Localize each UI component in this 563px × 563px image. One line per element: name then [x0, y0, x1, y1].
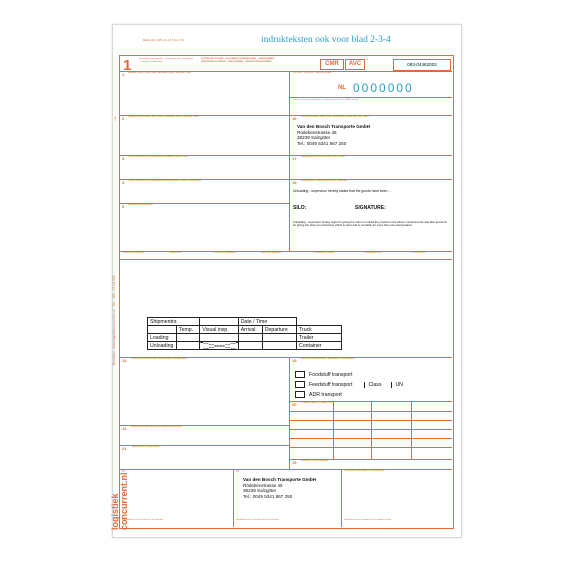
- field-15-label: Rembours / Rückerstattung: [301, 460, 328, 462]
- col-6: 6 Merken en nummers: [122, 252, 144, 254]
- field-21-label: Opgemaakt te / Ausgefertigt in: [131, 446, 161, 448]
- col-12: 12 Volume m3: [411, 252, 425, 254]
- field-16-label: Vervoerder (naam, adres, land) / Frachtführer (Name, Anschrift, Land): [301, 116, 369, 118]
- feedstuff-row[interactable]: [295, 380, 403, 390]
- sender-copy-label: Exemplaar voor afzender · Exemplaire pour l'expéditeur · Exemplar für Absender: [139, 58, 194, 63]
- departure-label: Departure: [262, 326, 296, 334]
- adr-label: ADR transport: [309, 392, 342, 398]
- foodstuff-row[interactable]: [295, 370, 403, 380]
- brand-logo: [111, 472, 129, 530]
- silo-label: SILO:: [293, 205, 307, 211]
- field-3-label: Plaats bestemd voor de aflevering der goederen (plaats, land): [128, 156, 188, 158]
- col-11: 11 Brutogewicht kg: [363, 252, 382, 254]
- form-number-box: 083-04462002: [393, 59, 451, 71]
- carrier-address-16: [297, 124, 370, 146]
- brand-line-2: concurrent.nl: [119, 472, 129, 530]
- carrier-tel-23: Tel.: 0049 5341 867 250: [243, 493, 293, 499]
- col-8: 8 Wijze van verpakking: [213, 252, 236, 254]
- field-14-label: Bepalingen inzake frankering / Frankaturvorschriften: [131, 426, 182, 428]
- carrier-city-23: 38239 Salzgitter: [243, 488, 277, 494]
- unloading-label: Unloading: [148, 342, 177, 350]
- side-code: 2495: [115, 116, 117, 121]
- unloading-note: Unloading - supervisor hereby signs for giving the order to unload the product in the above mentioned silo and also accounts for giving the driver an instruction which is clear and is not liable for more than one interpretation.: [293, 220, 447, 228]
- print-note-title: indrukteksten ook voor blad 2-3-4: [261, 35, 391, 45]
- shipment-table: [147, 317, 342, 350]
- field-5-label: Bijgevoegde documenten: [128, 204, 153, 206]
- temp-label: Temp.: [177, 326, 200, 334]
- field-22-label: 22: [122, 470, 125, 473]
- arrival-label: Arrival: [238, 326, 262, 334]
- carrier-name: Van den Bosch Transporte GmbH: [297, 124, 371, 129]
- field-20-label: Te betalen door / Zu zahlen vom: [301, 402, 333, 404]
- trailer-label: Trailer: [297, 334, 342, 342]
- shipmentnr-label: Shipmentnr.: [148, 318, 200, 326]
- form-frame: [119, 55, 454, 529]
- container-label: Container: [297, 342, 342, 350]
- brand-line-1: logistiek: [110, 493, 120, 530]
- form-number-label: Nr.: [366, 59, 369, 61]
- carrier-name-23: Van den Bosch Transporte GmbH: [243, 477, 317, 482]
- loading-label: Loading: [148, 334, 177, 342]
- carrier-city: 38239 Salzgitter: [297, 135, 331, 141]
- field-19-label: Speciale overeenkomsten / Besondere Vereinbarungen: [301, 358, 355, 360]
- signature-note-carrier: Handtekening en stempel van de vervoerder: [236, 519, 280, 521]
- copy-number: 1: [123, 57, 132, 74]
- un-label: UN: [391, 382, 403, 388]
- carrier-address-23: [243, 477, 316, 499]
- nl-number: 0000000: [353, 81, 414, 95]
- field-17-label: Opvolgende vervoerders (naam, adres, land): [301, 156, 345, 158]
- datetime-label: Date / Time: [238, 318, 296, 326]
- signature-note-consignee: Handtekening en stempel van de geadresseerde: [344, 519, 392, 521]
- size-note: Maße 210 x 305 mm ± 0,5 mm / Tol: [143, 39, 184, 42]
- unloading-line: Unloading - supervisor hereby states that the goods have been ...: [293, 189, 392, 193]
- field-right-top-label: Zie verso · Voir verso · Siehe Rückseite: [293, 72, 332, 74]
- foodstuff-checkbox[interactable]: [295, 371, 305, 378]
- col-7: 7 Aantal colli: [169, 252, 182, 254]
- adr-checkbox[interactable]: [295, 391, 305, 398]
- field-4-label: Plaats en datum van inontvangstneming der goederen (plaats, land, datum): [128, 180, 202, 182]
- avc-badge: AVC: [345, 59, 365, 70]
- visual-label: Visual insp.: [200, 326, 238, 334]
- transport-types: [295, 370, 403, 400]
- foodstuff-label: Foodstuff transport: [309, 372, 353, 378]
- nl-prefix: NL: [338, 85, 346, 91]
- cmr-sheet: Maße 210 x 305 mm ± 0,5 mm / Tol indrukteksten ook voor blad 2-3-4 1 Exemplaar voor afzender · Exemplaire pour l'expéditeur · Exemplar für Absender LETTRE DE VOITURE - DOCUMENT INTERNATIONAL · VRACHTBRIEF - VERVOERSDOCUMENT · FRACHTBRIEF - TRANSPORTDOKUMENT CMR AVC 083-04462002 Nr. 1 Afzender (naam, adres, land) / Absender (Name, Anschrift, Land) Zie verso · Voir verso · Siehe Rückseite NL 0000000 Deze vervoersovereenkomst is onderworpen aan het CMR-verdrag 2 Geadresseerde (naam, adres, land) / Empfänger (Name, Anschrift, Land) 16 Vervoerder (naam, adres, land) / Frachtführer (Name, Anschrift, Land) Van den Bosch Transporte GmbH Rödekenstrasse 45 38239 Salzgitter Tel.: 0049 5341 867 250 3 Plaats bestemd voor de aflevering der goederen (plaats, land) 17 Opvolgende vervoerders (naam, adres, land) 4 Plaats en datum van inontvangstneming der goederen (plaats, land, datum) 18 Voorbehoud en opmerkingen van de vervoerder Unloading - supervisor hereby states that the goods have been ... SILO: SIGNATURE: Unloading - supervisor hereby signs for giving the order to unload the product in the above mentioned silo and also accounts for giving the driver an instruction which is clear and is not liable for more than one interpretation. 5 Bijgevoegde documenten 6 Merken en nummers 7 Aantal colli 8 Wijze van verpakking 9 Aard der goederen 10 Statistisch nummer 11 Brutogewicht kg 12 Volume m3 Shipmentnr. Date / Time Temp. Visual insp. Arrival Departure Truck Loading Trailer Unloading Container 13 Instructies van de afzender / Anweisungen des Absenders 19 Speciale overeenkomsten / Besondere Vereinbarungen Foodstuff transport Feedstuff transport Class UN ADR transport 20 Te betalen door / Zu zahlen vom 14 Bepalingen inzake frankering / Frankaturvorschriften 21 Opgemaakt te / Ausgefertigt in 15 Rembours / Rückerstattung 22 23 24 Goederen ontvangen / Gut empfangen Van den Bosch Transporte GmbH Rödekenstrasse 45 38239 Salzgitter Tel.: 0049 5341 867 250 Handtekening en stempel van de afzender Handtekening en stempel van de vervoerder Handtekening en stempel van de geadresseerde logistiek concurrent.nl Bestellen: www.logistiekconcurrent.nl · Tel.: 085 - 27 24 999 2495: [112, 24, 462, 538]
- field-2-label: Geadresseerde (naam, adres, land) / Empfänger (Name, Anschrift, Land): [128, 116, 199, 118]
- carrier-street-23: Rödekenstrasse 45: [243, 482, 283, 488]
- class-label: Class: [364, 382, 391, 388]
- field-23-label: 23: [236, 470, 239, 473]
- adr-row[interactable]: [295, 390, 403, 400]
- col-10: 10 Statistisch nummer: [313, 252, 335, 254]
- col-9: 9 Aard der goederen: [261, 252, 281, 254]
- field-13-label: Instructies van de afzender / Anweisungen des Absenders: [131, 358, 188, 360]
- carrier-street: Rödekenstrasse 45: [297, 129, 337, 135]
- truck-label: Truck: [297, 326, 342, 334]
- field-18-label: Voorbehoud en opmerkingen van de vervoerder: [301, 180, 348, 182]
- carrier-tel: Tel.: 0049 5341 867 250: [297, 140, 347, 146]
- feedstuff-checkbox[interactable]: [295, 381, 305, 388]
- field-right-note: Deze vervoersovereenkomst is onderworpen aan het CMR-verdrag: [293, 99, 359, 101]
- field-1-label: Afzender (naam, adres, land) / Absender (Name, Anschrift, Land): [128, 72, 191, 74]
- cmr-badge: CMR: [320, 59, 344, 70]
- vertical-order-info: Bestellen: www.logistiekconcurrent.nl · Tel.: 085 - 27 24 999: [112, 275, 116, 365]
- feedstuff-label: Feedstuff transport: [309, 382, 353, 388]
- doc-title: LETTRE DE VOITURE - DOCUMENT INTERNATIONAL · VRACHTBRIEF - VERVOERSDOCUMENT · FRACHTBRIEF - TRANSPORTDOKUMENT: [201, 58, 276, 63]
- field-24-label: 24 Goederen ontvangen / Gut empfangen: [344, 470, 385, 472]
- signature-label: SIGNATURE:: [355, 205, 386, 211]
- signature-note-sender: Handtekening en stempel van de afzender: [122, 519, 164, 521]
